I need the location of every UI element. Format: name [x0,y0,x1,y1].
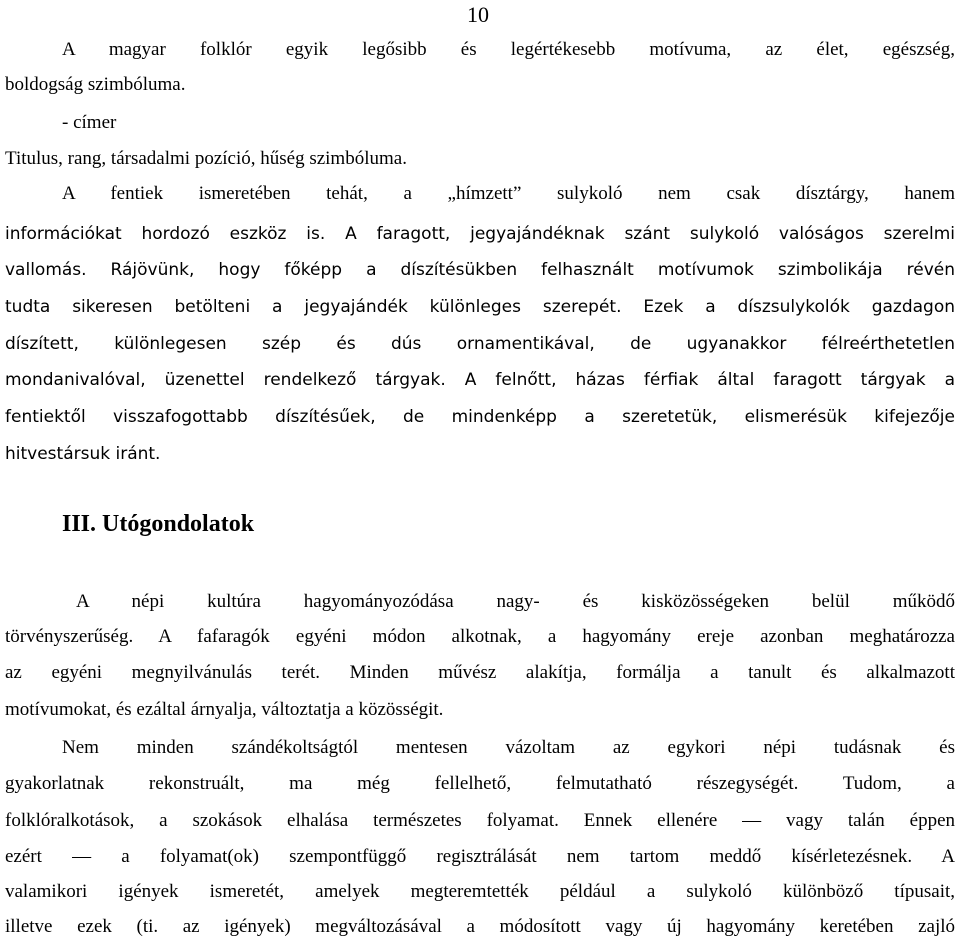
section-heading: III. Utógondolatok [62,511,255,537]
text-line: A fentiek ismeretében tehát, a „hímzett” sulykoló nem csak dísztárgy, hanem [62,183,955,204]
text-line: gyakorlatnak rekonstruált, ma még fellelhető, felmutatható részegységét. Tudom, a [5,773,955,794]
text-line: tudta sikeresen betölteni a jegyajándék különleges szerepét. Ezek a díszsulykolók gazdagon [5,297,955,317]
text-line: Titulus, rang, társadalmi pozíció, hűség szimbóluma. [5,148,407,169]
text-line: az egyéni megnyilvánulás terét. Minden művész alakítja, formálja a tanult és alkalmazott [5,662,955,683]
text-line: vallomás. Rájövünk, hogy főképp a díszítésükben felhasznált motívumok szimbolikája révén [5,260,955,280]
text-line: ezért — a folyamat(ok) szempontfüggő regisztrálását nem tartom meddő kísérletezésnek. A [5,846,955,867]
text-line: folklóralkotások, a szokások elhalása természetes folyamat. Ennek ellenére — vagy talán éppen [5,810,955,831]
text-line: boldogság szimbóluma. [5,74,186,95]
text-line: illetve ezek (ti. az igények) megváltozásával a módosított vagy új hagyomány keretében zajló [5,916,955,937]
text-line: A magyar folklór egyik legősibb és legértékesebb motívuma, az élet, egészség, [62,39,955,60]
text-line: információkat hordozó eszköz is. A faragott, jegyajándéknak szánt sulykoló valóságos szerelmi [5,224,955,244]
text-line: A népi kultúra hagyományozódása nagy- és kisközösségeken belül működő [76,591,955,612]
text-line: valamikori igények ismeretét, amelyek megteremtették például a sulykoló különböző típusait, [5,881,955,902]
text-line: törvényszerűség. A fafaragók egyéni módon alkotnak, a hagyomány ereje azonban meghatározza [5,626,955,647]
text-line: motívumokat, és ezáltal árnyalja, változtatja a közösségit. [5,699,444,720]
text-line: díszített, különlegesen szép és dús ornamentikával, de ugyanakkor félreérthetetlen [5,334,955,354]
text-line: hitvestársuk iránt. [5,444,161,464]
text-line: fentiektől visszafogottabb díszítésűek, de mindenképp a szeretetük, elismerésük kifejezője [5,407,955,427]
text-line: mondanivalóval, üzenettel rendelkező tárgyak. A felnőtt, házas férfiak által faragott tárgyak a [5,370,955,390]
text-line: Nem minden szándékoltságtól mentesen vázoltam az egykori népi tudásnak és [62,737,955,758]
page-number: 10 [467,2,489,27]
text-line: - címer [62,112,117,133]
